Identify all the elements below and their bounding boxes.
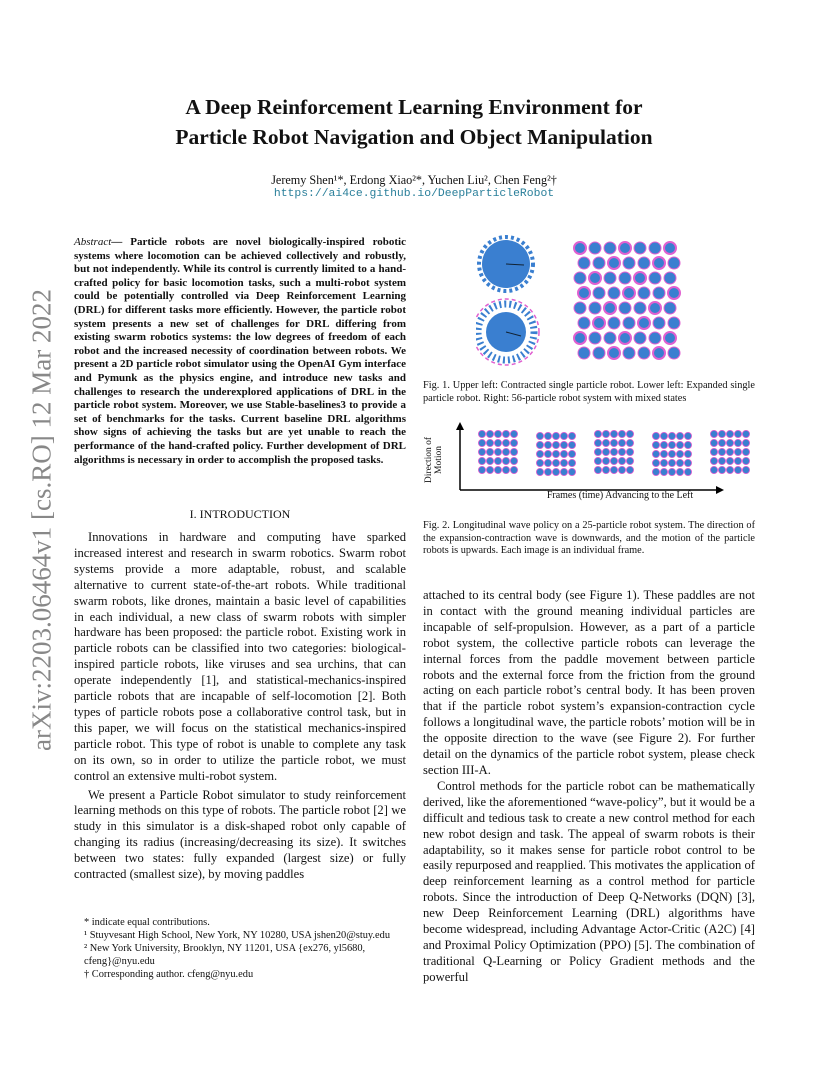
swarm-particle: [664, 302, 676, 314]
frame-particle: [626, 466, 633, 473]
swarm-particle: [623, 347, 635, 359]
frame-particle: [536, 441, 543, 448]
right-body: [423, 588, 755, 986]
frame-particle: [660, 468, 667, 475]
frame-particle: [478, 430, 485, 437]
frame-particle: [544, 468, 551, 475]
frame-particle: [668, 450, 675, 457]
frame-particle: [486, 439, 493, 446]
frame-particle: [478, 466, 485, 473]
frame-particle: [718, 457, 725, 464]
frame-particle: [742, 430, 749, 437]
frame-particle: [676, 459, 683, 466]
frame-particle: [726, 457, 733, 464]
frame-particle: [568, 468, 575, 475]
figure-2-xlabel: Frames (time) Advancing to the Left: [546, 490, 694, 501]
figure-2-ylabel: Direction of Motion: [424, 436, 444, 484]
swarm-particle: [668, 287, 680, 299]
swarm-particle: [604, 272, 616, 284]
frame-particle: [494, 457, 501, 464]
56-particle-swarm: [574, 242, 680, 359]
frame-particle: [652, 450, 659, 457]
abstract-text: — Particle robots are novel biologically-inspired robotic systems where locomotion can be achieved collectively and robustly, but not independently. While its control is currently limited to a hand-crafted policy for basic locomotion tasks, such a multi-robot system could be potentially controlled via Deep Reinforcement Learning (DRL) for different tasks more efficiently. However, the particle robot system presents a new set of challenges for DRL differing from existing swarm robotics systems: the low degrees of freedom of each robot and the increased necessity of coordination between robots. We present a 2D particle robot simulator using the OpenAI Gym interface and Pymunk as the physics engine, and introduce new tasks and challenges to research the underexplored applications of DRL in the particle robot system. Moreover, we use Stable-baselines3 to provide a set of benchmarks for the tasks. Current baseline DRL algorithms show signs of achieving the tasks but are yet unable to reach the performance of the hand-crafted policy. Further development of DRL algorithms is necessary in order to accomplish the proposed tasks.: [74, 236, 406, 466]
frame-particle: [610, 466, 617, 473]
frame-particle: [602, 448, 609, 455]
up-arrow-icon: [456, 422, 464, 430]
frame-particle: [560, 459, 567, 466]
frame-particle: [734, 457, 741, 464]
frame-particle: [552, 441, 559, 448]
project-url-link[interactable]: https://ai4ce.github.io/DeepParticleRobot: [273, 188, 555, 200]
swarm-particle: [589, 302, 601, 314]
frame-particle: [734, 439, 741, 446]
frame-particle: [560, 468, 567, 475]
frame-particle: [602, 439, 609, 446]
swarm-particle: [653, 317, 665, 329]
frame-particle: [618, 430, 625, 437]
swarm-particle: [623, 287, 635, 299]
swarm-particle: [664, 272, 676, 284]
swarm-particle: [619, 332, 631, 344]
frame-particle: [502, 430, 509, 437]
frame-particle: [626, 457, 633, 464]
footnote-equal: * indicate equal contributions.: [84, 917, 210, 928]
swarm-particle: [634, 272, 646, 284]
contracted-robot-icon: [479, 237, 533, 291]
swarm-particle: [578, 287, 590, 299]
frame-particle: [486, 448, 493, 455]
frame-particle: [734, 466, 741, 473]
frame-particle: [676, 450, 683, 457]
frame-particle: [626, 430, 633, 437]
frame-particle: [502, 448, 509, 455]
frame-particle: [536, 450, 543, 457]
swarm-particle: [668, 347, 680, 359]
frame-particle: [718, 466, 725, 473]
frame-particle: [668, 432, 675, 439]
frame-particle: [626, 448, 633, 455]
swarm-particle: [634, 302, 646, 314]
frame-particle: [568, 459, 575, 466]
frame-particle: [618, 439, 625, 446]
wave-frames: [478, 430, 749, 475]
frame-particle: [718, 439, 725, 446]
swarm-particle: [604, 302, 616, 314]
frame-particle: [544, 441, 551, 448]
swarm-particle: [604, 242, 616, 254]
frame-particle: [684, 441, 691, 448]
frame-particle: [602, 457, 609, 464]
frame-particle: [494, 439, 501, 446]
swarm-particle: [653, 347, 665, 359]
frame-particle: [710, 448, 717, 455]
frame-particle: [660, 450, 667, 457]
swarm-particle: [593, 317, 605, 329]
swarm-particle: [664, 332, 676, 344]
frame-particle: [710, 466, 717, 473]
swarm-particle: [668, 317, 680, 329]
frame-particle: [734, 448, 741, 455]
frame-particle: [478, 439, 485, 446]
swarm-particle: [653, 287, 665, 299]
frame-particle: [676, 432, 683, 439]
figure-2-caption: Fig. 2. Longitudinal wave policy on a 25-particle robot system. The direction of the expansion-contraction wave is downwards, and the motion of the particle robots is upwards. Each image is an individual frame.: [423, 520, 755, 557]
frame-particle: [510, 457, 517, 464]
frame-particle: [668, 441, 675, 448]
frame-particle: [742, 439, 749, 446]
frame-particle: [510, 439, 517, 446]
title-line-2: Particle Robot Navigation and Object Manipulation: [175, 125, 653, 149]
frame-particle: [618, 466, 625, 473]
right-paragraph-2: Control methods for the particle robot can be mathematically derived, like the aforementioned “wave-policy”, but it would be a difficult and tedious task to create a new control method for each new robot design and task. The appeal of swarm robots is their adaptability, so it makes sense for particle robot control to be easily repurposed and reapplied. This motivates the application of deep reinforcement learning as a control method for particle robots. Since the introduction of Deep Q-Networks (DQN) [3], new Deep Reinforcement Learning (DRL) algorithms have become widespread, including Advantage Actor-Critic (A2C) [4] and Proximal Policy Optimization (PPO) [5]. The combination of traditional Q-Learning or Policy Gradient methods and the powerful: [423, 778, 755, 984]
swarm-particle: [578, 317, 590, 329]
swarm-particle: [608, 287, 620, 299]
swarm-particle: [638, 287, 650, 299]
frame-particle: [568, 450, 575, 457]
right-paragraph-1: attached to its central body (see Figure 1). These paddles are not in contact with the ground meaning individual particles are incapable of self-propulsion. However, as a part of a particle robot system, the collective particle robots can leverage the internal forces from the paddle movement between particle robots and the external force from the friction from the ground acting on each particle robot’s central body. It has been proven that if the particle robot system’s expansion-contraction cycle follows a longitudinal wave, the particle robots’ motion will be in the opposite direction to the wave (see Figure 2). For further detail on the dynamics of the particle robot system, please check section III-A.: [423, 588, 755, 777]
frame-particle: [544, 432, 551, 439]
frame-particle: [552, 468, 559, 475]
frame-particle: [510, 430, 517, 437]
expanded-robot-icon: [476, 299, 539, 365]
frame-particle: [660, 441, 667, 448]
frame-particle: [660, 432, 667, 439]
frame-particle: [652, 468, 659, 475]
frame-particle: [560, 441, 567, 448]
frame-particle: [494, 430, 501, 437]
swarm-particle: [668, 257, 680, 269]
swarm-particle: [619, 302, 631, 314]
swarm-particle: [574, 302, 586, 314]
frame-particle: [510, 448, 517, 455]
frame-particle: [684, 468, 691, 475]
frame-particle: [536, 468, 543, 475]
frame-particle: [742, 457, 749, 464]
frame-particle: [568, 432, 575, 439]
frame-particle: [676, 468, 683, 475]
swarm-particle: [664, 242, 676, 254]
swarm-particle: [589, 242, 601, 254]
frame-particle: [536, 459, 543, 466]
swarm-particle: [623, 257, 635, 269]
frame-particle: [486, 430, 493, 437]
footnote-corresponding: † Corresponding author. cfeng@nyu.edu: [84, 969, 254, 980]
frame-particle: [676, 441, 683, 448]
swarm-particle: [574, 332, 586, 344]
paper-title: [60, 92, 768, 152]
swarm-particle: [638, 317, 650, 329]
figure-1-caption: Fig. 1. Upper left: Contracted single particle robot. Lower left: Expanded single particle robot. Right: 56-particle robot system with mixed states: [423, 380, 755, 404]
frame-particle: [718, 448, 725, 455]
frame-particle: [594, 430, 601, 437]
frame-particle: [684, 450, 691, 457]
frame-particle: [742, 466, 749, 473]
frame-particle: [718, 430, 725, 437]
swarm-particle: [578, 347, 590, 359]
frame-particle: [552, 432, 559, 439]
frame-particle: [668, 459, 675, 466]
frame-particle: [494, 448, 501, 455]
frame-particle: [684, 432, 691, 439]
frame-particle: [610, 457, 617, 464]
frame-particle: [594, 439, 601, 446]
swarm-particle: [589, 332, 601, 344]
figure-2-ylabel-box: [418, 430, 450, 490]
frame-particle: [710, 457, 717, 464]
frame-particle: [652, 432, 659, 439]
abstract: [74, 236, 406, 467]
frame-particle: [510, 466, 517, 473]
frame-particle: [502, 439, 509, 446]
swarm-particle: [619, 272, 631, 284]
frame-particle: [502, 466, 509, 473]
swarm-particle: [593, 257, 605, 269]
swarm-particle: [649, 302, 661, 314]
arxiv-stamp: [24, 280, 60, 760]
swarm-particle: [638, 347, 650, 359]
swarm-particle: [608, 317, 620, 329]
frame-particle: [560, 450, 567, 457]
swarm-particle: [649, 272, 661, 284]
swarm-particle: [604, 332, 616, 344]
arxiv-id: arXiv:2203.06464v1 [cs.RO] 12 Mar 2022: [26, 289, 57, 751]
intro-body: [74, 530, 406, 883]
frame-particle: [660, 459, 667, 466]
abstract-label: Abstract: [74, 236, 112, 248]
frame-particle: [478, 457, 485, 464]
author-list: Jeremy Shen¹*, Erdong Xiao²*, Yuchen Liu², Chen Feng²†: [271, 173, 557, 187]
swarm-particle: [653, 257, 665, 269]
footnote-affiliation-1: ¹ Stuyvesant High School, New York, NY 10280, USA jshen20@stuy.edu: [84, 930, 391, 941]
frame-particle: [544, 450, 551, 457]
frame-particle: [710, 430, 717, 437]
footnote-affiliation-2: ² New York University, Brooklyn, NY 11201, USA {ex276, yl5680, cfeng}@nyu.edu: [84, 943, 366, 967]
frame-particle: [742, 448, 749, 455]
frame-particle: [610, 430, 617, 437]
swarm-particle: [634, 242, 646, 254]
frame-particle: [568, 441, 575, 448]
frame-particle: [536, 432, 543, 439]
frame-particle: [726, 439, 733, 446]
frame-particle: [552, 459, 559, 466]
frame-particle: [626, 439, 633, 446]
swarm-particle: [638, 257, 650, 269]
frame-particle: [726, 466, 733, 473]
frame-particle: [494, 466, 501, 473]
swarm-particle: [574, 272, 586, 284]
frame-particle: [486, 457, 493, 464]
intro-paragraph-2: We present a Particle Robot simulator to study reinforcement learning methods on this type of robots. The particle robot [2] we study in this simulator is a disk-shaped robot only capable of changing its radius (increasing/decreasing its size). It switches between two states: fully expanded (largest size) or fully contracted (smallest size), by moving paddles: [74, 787, 406, 882]
frame-particle: [602, 466, 609, 473]
swarm-particle: [593, 347, 605, 359]
frame-particle: [710, 439, 717, 446]
swarm-particle: [623, 317, 635, 329]
swarm-particle: [619, 242, 631, 254]
swarm-particle: [589, 272, 601, 284]
section-heading: I. INTRODUCTION: [189, 507, 291, 521]
swarm-particle: [574, 242, 586, 254]
frame-particle: [602, 430, 609, 437]
frame-particle: [652, 459, 659, 466]
frame-particle: [652, 441, 659, 448]
frame-particle: [618, 448, 625, 455]
frame-particle: [594, 466, 601, 473]
swarm-particle: [608, 347, 620, 359]
swarm-particle: [649, 242, 661, 254]
frame-particle: [726, 430, 733, 437]
frame-particle: [610, 448, 617, 455]
frame-particle: [560, 432, 567, 439]
frame-particle: [544, 459, 551, 466]
swarm-particle: [634, 332, 646, 344]
frame-particle: [502, 457, 509, 464]
frame-particle: [734, 430, 741, 437]
frame-particle: [726, 448, 733, 455]
frame-particle: [594, 448, 601, 455]
frame-particle: [478, 448, 485, 455]
swarm-particle: [578, 257, 590, 269]
frame-particle: [610, 439, 617, 446]
frame-particle: [668, 468, 675, 475]
figure-1-image: [476, 234, 696, 374]
frame-particle: [618, 457, 625, 464]
swarm-particle: [608, 257, 620, 269]
frame-particle: [486, 466, 493, 473]
frame-particle: [594, 457, 601, 464]
frame-particle: [684, 459, 691, 466]
intro-paragraph-1: Innovations in hardware and computing have sparked increased interest and research in swarm robotics. Swarm robot systems provide a more adaptable, robust, and scalable alternative to current state-of-the-art robots. While traditional swarm robots, like drones, maintain a basic level of capabilities in each individual, a new class of swarm robots with simpler hardware has been proposed: the particle robot. Existing work in particle robots can be classified into two categories: biological-inspired particle robots, like viruses and sea urchins, that can operate independently [1], and statistical-mechanics-inspired particle robots that are incapable of self-locomotion [2]. Both types of particle robots pose a collaborative control task, but in this paper, we will focus on the statistical mechanics-inspired particle robot. This type of robot is unable to complete any task on its own, so in order to utilize the particle robot, we must control an extensive multi-robot system.: [74, 530, 406, 783]
footnotes: [74, 915, 406, 981]
swarm-particle: [593, 287, 605, 299]
title-line-1: A Deep Reinforcement Learning Environment for: [185, 95, 643, 119]
frame-particle: [552, 450, 559, 457]
swarm-particle: [649, 332, 661, 344]
